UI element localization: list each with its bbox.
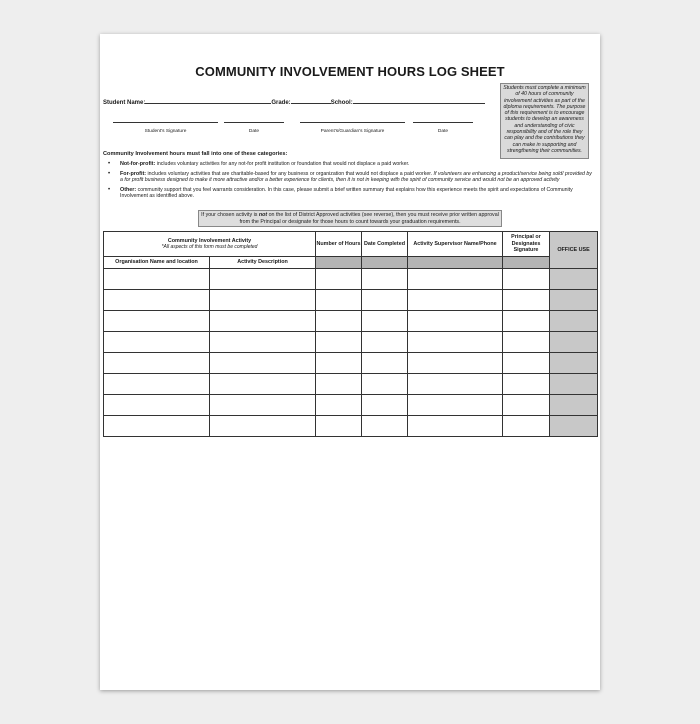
activity-header-note: *All aspects of this form must be completed: [161, 244, 258, 250]
notice-emphasis: not: [258, 212, 268, 218]
office-use-cell: [550, 395, 598, 416]
requirement-note: Students must complete a minimum of 40 hours of community involvement activities as part of the diploma requirements. The purpose of this requirement is to encourage students to develop an awareness and understanding of civic responsibility and of the role they can play and the contributions they can make in supporting and strengthening their communities.: [500, 83, 589, 159]
date-completed-cell[interactable]: [362, 311, 408, 332]
hours-cell[interactable]: [316, 269, 362, 290]
principal-signature-cell[interactable]: [503, 395, 550, 416]
org-name-cell[interactable]: [104, 311, 210, 332]
org-name-cell[interactable]: [104, 416, 210, 437]
office-use-cell: [550, 353, 598, 374]
hours-cell[interactable]: [316, 332, 362, 353]
office-use-cell: [550, 269, 598, 290]
hours-cell[interactable]: [316, 395, 362, 416]
student-signature-label: Student's Signature: [144, 129, 187, 134]
category-text: includes voluntary activities for any not-for profit institution or foundation that would not displace a paid worker.: [155, 161, 410, 167]
principal-signature-cell[interactable]: [503, 332, 550, 353]
grey-cell: [503, 257, 550, 269]
principal-signature-header: Principal or Designates Signature: [503, 232, 550, 257]
table-row: [104, 416, 598, 437]
activity-log-table: [103, 231, 598, 437]
table-row: [104, 353, 598, 374]
supervisor-cell[interactable]: [408, 311, 503, 332]
hours-cell[interactable]: [316, 353, 362, 374]
date-completed-header: Date Completed: [362, 232, 408, 257]
date-line-1[interactable]: [224, 122, 284, 123]
category-list: [108, 161, 594, 203]
activity-description-cell[interactable]: [210, 395, 316, 416]
supervisor-cell[interactable]: [408, 269, 503, 290]
page-title: COMMUNITY INVOLVEMENT HOURS LOG SHEET: [195, 64, 505, 79]
supervisor-cell[interactable]: [408, 416, 503, 437]
date-label-2: Date: [437, 129, 449, 134]
principal-signature-cell[interactable]: [503, 353, 550, 374]
principal-signature-cell[interactable]: [503, 416, 550, 437]
org-name-cell[interactable]: [104, 269, 210, 290]
org-name-cell[interactable]: [104, 353, 210, 374]
table-row: [104, 311, 598, 332]
grey-cell: [408, 257, 503, 269]
grey-cell: [362, 257, 408, 269]
activity-header: [104, 232, 316, 257]
category-label: For-profit:: [120, 171, 147, 177]
activity-description-cell[interactable]: [210, 416, 316, 437]
principal-signature-cell[interactable]: [503, 269, 550, 290]
categories-heading: Community Involvement hours must fall into one of these categories:: [103, 151, 288, 157]
principal-signature-cell[interactable]: [503, 311, 550, 332]
org-name-header: Organisation Name and location: [104, 257, 210, 269]
activity-description-cell[interactable]: [210, 374, 316, 395]
table-row: [104, 374, 598, 395]
approval-notice: [198, 210, 502, 227]
parent-signature-label: Parent's/Guardian's Signature: [320, 129, 385, 134]
supervisor-header: Activity Supervisor Name/Phone: [408, 232, 503, 257]
school-label: School:: [330, 100, 353, 106]
student-name-label: Student Name:: [103, 100, 146, 106]
supervisor-cell[interactable]: [408, 395, 503, 416]
notice-text-2: on the list of District Approved activities (see reverse), then you must receive prior written approval from the Principal or designate for those hours to count towards your graduation requirements.: [239, 212, 499, 225]
student-name-field[interactable]: [145, 97, 271, 104]
date-completed-cell[interactable]: [362, 416, 408, 437]
hours-cell[interactable]: [316, 290, 362, 311]
activity-header-title: Community Involvement Activity: [167, 237, 252, 244]
list-item: [108, 187, 594, 199]
office-use-cell: [550, 374, 598, 395]
date-completed-cell[interactable]: [362, 290, 408, 311]
date-completed-cell[interactable]: [362, 395, 408, 416]
activity-description-header: Activity Description: [210, 257, 316, 269]
date-completed-cell[interactable]: [362, 374, 408, 395]
office-use-cell: [550, 416, 598, 437]
activity-description-cell[interactable]: [210, 353, 316, 374]
grade-label: Grade:: [271, 100, 291, 106]
date-label-1: Date: [248, 129, 260, 134]
table-row: [104, 290, 598, 311]
grade-field[interactable]: [291, 97, 331, 104]
table-row: [104, 332, 598, 353]
office-use-header: OFFICE USE: [550, 232, 598, 269]
school-field[interactable]: [353, 97, 485, 104]
supervisor-cell[interactable]: [408, 290, 503, 311]
hours-cell[interactable]: [316, 416, 362, 437]
org-name-cell[interactable]: [104, 374, 210, 395]
notice-text-1: If your chosen activity is: [201, 212, 259, 218]
date-completed-cell[interactable]: [362, 332, 408, 353]
supervisor-cell[interactable]: [408, 374, 503, 395]
supervisor-cell[interactable]: [408, 353, 503, 374]
category-label: Other:: [120, 187, 137, 193]
activity-description-cell[interactable]: [210, 269, 316, 290]
category-text: community support that you feel warrants consideration. In this case, please submit a brief written summary that explains how this experience meets the spirit and expectations of Community Involvement as identified above.: [120, 187, 573, 199]
activity-description-cell[interactable]: [210, 290, 316, 311]
table-row: [104, 395, 598, 416]
principal-signature-cell[interactable]: [503, 374, 550, 395]
activity-description-cell[interactable]: [210, 311, 316, 332]
org-name-cell[interactable]: [104, 290, 210, 311]
student-info-row: [103, 97, 485, 106]
date-line-2[interactable]: [413, 122, 473, 123]
office-use-cell: [550, 332, 598, 353]
student-signature-line[interactable]: [113, 122, 218, 123]
date-completed-cell[interactable]: [362, 353, 408, 374]
office-use-cell: [550, 311, 598, 332]
log-table-body: [104, 269, 598, 437]
org-name-cell[interactable]: [104, 332, 210, 353]
hours-cell[interactable]: [316, 311, 362, 332]
category-text: includes voluntary activities that are charitable-based for any business or organization that would not displace a paid worker.: [146, 171, 434, 177]
category-label: Not-for-profit:: [120, 161, 156, 167]
date-completed-cell[interactable]: [362, 269, 408, 290]
grey-cell: [316, 257, 362, 269]
principal-signature-cell[interactable]: [503, 290, 550, 311]
hours-cell[interactable]: [316, 374, 362, 395]
category-note: If volunteers are enhancing a product/service being sold/ provided by a for profit business designed to make it more attractive and/or a better experience for clients, then it is not in keeping with the spirit of community service and would not be an approved activity: [120, 171, 592, 183]
list-item: [108, 161, 594, 167]
log-sheet-page: [100, 34, 600, 690]
parent-signature-line[interactable]: [300, 122, 405, 123]
hours-header: Number of Hours: [316, 232, 362, 257]
supervisor-cell[interactable]: [408, 332, 503, 353]
org-name-cell[interactable]: [104, 395, 210, 416]
office-use-cell: [550, 290, 598, 311]
table-row: [104, 269, 598, 290]
list-item: [108, 171, 594, 183]
activity-description-cell[interactable]: [210, 332, 316, 353]
